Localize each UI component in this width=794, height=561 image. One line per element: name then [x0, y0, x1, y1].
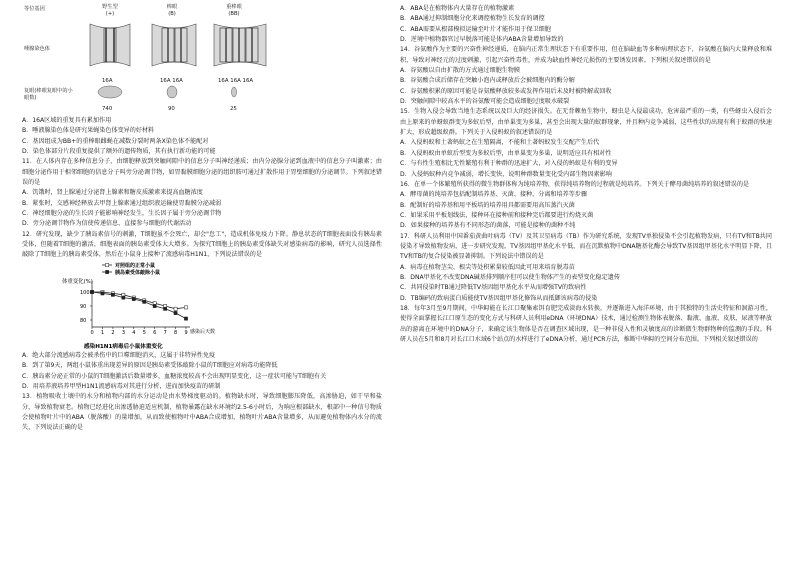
data-point	[143, 300, 146, 303]
chart-legend	[102, 262, 160, 276]
data-point	[153, 304, 156, 307]
chart-series	[90, 290, 187, 321]
region-label-wild: 16A	[102, 78, 113, 84]
left-option-10b: B．唾液腺染色体是研究果蝇染色体变异的好材料	[22, 127, 155, 135]
x-tick-label: 5	[142, 329, 146, 336]
left-option-11d: D．旁分泌调节物作为信使传递信息，直接参与细胞的代谢活动	[22, 220, 192, 228]
legend-marker	[106, 270, 109, 273]
x-tick-label: 4	[132, 329, 136, 336]
data-point	[122, 296, 125, 299]
question-14: 14．谷氨酸作为主要的兴奋性神经递质，在脑内正常生理状态下有重要作用，但在脑缺血等多种病理状态下，谷氨酸在脑内大量释放和堆积，导致对神经元的过度刺激，引起兴奋性毒性，并成为缺血性神经元损伤的主要诱发因素。下列相关叙述错误的是	[400, 46, 772, 64]
legend-label: 胰岛素受体敲除小鼠	[115, 269, 161, 276]
right-option-15d: D．入侵蚂蚁种内竞争减弱，增长变快，说明种群数量变化受内部生物因素影响	[400, 170, 612, 178]
left-option-12a: A．绝大部分流感病毒会被杀伤中的巨噬细胞消灭，这属于非特异性免疫	[22, 351, 216, 359]
right-option-15b: B．入侵蚂蚁由单蚁后型变为多蚁后型，由单巢变为多巢，说明适应具有相对性	[400, 149, 612, 157]
region-label-double-bar: 16A 16A 16A	[218, 78, 254, 84]
double-bar-chromosome	[214, 24, 266, 66]
wild-eye-icon	[98, 86, 122, 98]
data-point	[174, 311, 177, 314]
data-point	[164, 307, 167, 310]
right-option-16a: A．酵母菌的纯培养包括配制培养基、灭菌、接种、分离和培养等步骤	[400, 191, 587, 199]
data-point	[184, 317, 187, 320]
left-option-12c: C．胰岛素分泌正常的小鼠的T细胞激活后数量增多，血糖浓度较高不会出现明显变化，这一症状可能与T细胞有关	[22, 372, 327, 380]
left-option-11a: A．饥饿时，肾上腺通过分泌肾上腺素和糖皮质激素来提高血糖浓度	[22, 189, 203, 197]
chromosome-bands-graphic	[82, 18, 272, 74]
question-17: 17．科研人员利用中国番茄黄曲叶病毒（TV）及其卫星病毒（TB）作为研究系统，发现TV单独侵染不会引起植物发病，只有TV和TB共同侵染才导致植物发病，进一步研究发现，TV基因组甲基化水平低，而在沉默植物中DNA糖基化酶会导致TV基因组甲基化水平明显下降，且TV和TB的复合侵染被显著抑制。下列说法中错误的是	[400, 232, 772, 261]
right-option-14c: C．谷氨酸积累的原因可能是谷氨酸释放较多或发挥作用后未及时被降解或回收	[400, 87, 612, 95]
bar-eye-figure	[22, 4, 382, 116]
left-option-12b: B．到了第9天，两组小鼠体重出现差异的原因是胰岛素受体敲除小鼠的T细胞应对病毒功能降低	[22, 362, 278, 370]
right-option-16c: C．如果采用平板划线法，接种环在接种前和接种完后都要进行灼烧灭菌	[400, 211, 594, 219]
data-point	[111, 293, 114, 296]
right-option-13b: B．ABA通过抑制细胞分化来调控植物生长发育的调控	[400, 15, 545, 23]
col-header-double-bar: 重棒眼 (BB)	[226, 4, 242, 17]
col-header-wild: 野生型 (+)	[102, 4, 118, 17]
y-tick-label: 90	[80, 303, 87, 310]
legend-label: 对照组的正常小鼠	[115, 262, 156, 269]
legend-marker	[106, 263, 109, 266]
left-option-10c: C．基因组成为BB+的重棒眼雌蝇在减数分裂时两条X染色体不能配对	[22, 137, 209, 145]
x-tick-label: 0	[90, 329, 94, 336]
question-12: 12．研究发现，缺少了胰岛素信号的刺激，T细胞虽不会死亡，却会"怠工"，造成机体免疫力下降。静息状态的T细胞表面没有胰岛素受体，但随着T细胞的激活，细胞表面的胰岛素受体大大增多。为探究T细胞上的胰岛素受体缺失对感染病毒的影响，研究人员选择性敲除了T细胞上的胰岛素受体，然后在小鼠身上接种了流感病毒H1N1，下列说法错误的是	[22, 230, 382, 259]
x-tick-label: 2	[111, 329, 115, 336]
right-option-17d: D．TB编码的致病蛋白质能使TV基因组甲基化修饰从而抵御该病毒的侵染	[400, 294, 598, 302]
weight-change-chart	[62, 261, 242, 351]
question-13: 13．植物吸收土壤中的水分和植物内部的水分运动是由水势梯度驱动的。植物缺水时，导致细胞膨压降低，高渗胁迫，如干旱和盐分，导致植物衰老。植物已经进化出渗透胁迫适应机制，植物暴露在缺水环境约2.5-6小时后，为响应根部缺水，根部中一种信号物质会使植物叶片中的ABA（脱落酸）的量增加，从而致使植物叶中ABA合成增加，植物叶片ABA含量增多，从而避免植物体内水分的流失，下列说法正确的是	[22, 393, 382, 432]
chart-caption: 感染H1N1病毒后小鼠体重变化	[84, 343, 163, 350]
data-point	[132, 297, 135, 300]
right-option-13c: C．ABA需要从根部模拟运输至叶片才能作用于保卫细胞	[400, 25, 551, 33]
bar-eye-icon	[167, 86, 177, 98]
right-option-14b: B．谷氨酸合成后储存在突触小泡内或释放后会被细胞内的酶分解	[400, 77, 575, 85]
count-double-bar: 25	[230, 106, 237, 112]
right-option-16b: B．配制好的培养基和用平板培的培养用具都需要用高压蒸汽灭菌	[400, 201, 575, 209]
right-option-14a: A．谷氨酸以自由扩散的方式通过细胞生物膜	[400, 67, 520, 75]
question-11: 11．在人体内存在多种信息分子，由细胞释放到突触间隙中的信息分子叫神经递质；由内分泌腺分泌到血液中的信息分子叫激素；由细胞分泌作用于相邻细胞的信息分子叫旁分泌调节物，如胃黏膜细胞分泌的组织胺可通过扩散作用于胃壁细胞的分泌调节。下列叙述错误的是	[22, 158, 382, 187]
row-label-chromosome: 唾腺染色体	[24, 46, 50, 52]
data-point	[90, 290, 93, 293]
right-option-15a: A．入侵蚂蚁和土著蚂蚁之在生殖隔离，不能和土著蚂蚁发生交配产生后代	[400, 139, 600, 147]
x-tick-label: 9	[184, 329, 188, 336]
x-tick-label: 1	[100, 329, 105, 336]
chart-ylabel: 体重变化(%)	[62, 278, 93, 285]
left-option-11b: B．紧张时，交感神经释放去甲肾上腺素通过组织液运输使胃黏膜分泌减弱	[22, 199, 222, 207]
right-option-17a: A．病毒在植物茎尖、根尖等处积累量较低因此可用来培育脱毒苗	[400, 263, 575, 271]
wild-chromosome	[90, 24, 130, 66]
row-label-allele: 等位基因	[24, 6, 45, 12]
weight-chart-svg	[62, 261, 242, 351]
count-wild: 740	[102, 106, 113, 112]
data-point	[184, 306, 187, 309]
count-bar: 90	[168, 106, 175, 112]
data-point	[101, 292, 104, 295]
double-bar-eye-icon	[232, 87, 237, 97]
right-option-13d: D．逆境中植物器官过早脱落可能是体内ABA含量增加导致的	[400, 36, 564, 44]
question-16: 16．在单一个体繁殖所获得的微生物群体称为纯培养物，获得纯培养物的过程就是纯培养。下列关于酵母菌纯培养的叙述错误的是	[400, 180, 750, 188]
bar-chromosome	[152, 24, 196, 66]
region-label-bar: 16A 16A	[160, 78, 183, 84]
right-option-15c: C．与有性生殖相比无性繁殖有利于种群的迅速扩大，对入侵的蚂蚁是有利的变异	[400, 160, 618, 168]
x-tick-label: 6	[153, 329, 157, 336]
right-option-17c: C．共同侵染时TB通过降低TV基因组甲基化水平从而增强TV的致病性	[400, 284, 587, 292]
right-option-13a: A．ABA是在植物体内大量存在的植物激素	[400, 5, 515, 12]
left-option-10d: D．染色体部分片段重复提供了额外的遗传物质，其有执行新功能的可能	[22, 148, 216, 156]
col-header-bar: 棒眼 (B)	[166, 4, 178, 17]
left-option-11c: C．神经细胞分泌的生长因子能影响神经发生，生长因子属于旁分泌调节物	[22, 210, 222, 218]
series-line	[92, 292, 186, 319]
y-tick-label: 100	[80, 289, 90, 296]
chart-day-label: 感染后天数	[190, 328, 216, 335]
x-tick-label: 3	[121, 329, 126, 336]
x-tick-label: 7	[163, 329, 167, 336]
question-18: 18．每年3月至9月期间，中华鲟能在长江口聚集索饵育肥完成淡海水转换，并逐渐进入海洋环境，由于其独特的生活史特征和洄游习性，使得全面掌握长江口原生态的变化方式与科研人员利用eDNA（环境DNA）技术，通过检测生物体表脱落、黏液、血液、皮肤、尿液等释放出的游离在环境中的DNA分子，来确定该生物体是否在调查区域出现，是一种非侵入性和灵敏度高的诊断微生物群物种的监测的手段。科研人员在5月和8月对长江口水域6个站点的水样进行了eDNA分析，通过PCR方法，推断中华鲟的空间分布范围。下列相关叙述错误的	[400, 304, 772, 343]
y-tick-label: 80	[80, 317, 87, 324]
question-15: 15．生物入侵会导致当地生态系统以及巨大的经济损失。在无背棘鱼生物中，蚜虫是入侵最成功，危害最严重的一类，有些蚜虫入侵后会由上原来的单蚜蚁群变为多蚁后型，由单巢变为多巢，甚至会出现大量的蚁群现象，并且种内竞争减弱，这些性状的出现有利于蚁群的快速扩大，形成超级蚁群。下列关于入侵蚂蚁的叙述错误的是	[400, 108, 772, 137]
left-column	[22, 0, 382, 434]
data-point	[174, 307, 177, 310]
right-option-17b: B．DNA甲基化不改变DNA碱基排列顺序但可以使生物体产生的表型变化稳定遗传	[400, 273, 620, 281]
row-label-ommatidia: 复眼(棒眼复眼中的小眼数)	[24, 88, 73, 101]
left-option-12d: D．用培养液培养甲型H1N1流感病毒对其进行分析，进而加快疫苗的研制	[22, 382, 221, 390]
eye-shapes-graphic	[88, 84, 278, 100]
x-tick-label: 8	[174, 329, 178, 336]
right-option-14d: D．突触间隙中较高水平的谷氨酸可能会造成细胞过度吸水破裂	[400, 98, 570, 106]
right-column	[400, 4, 772, 345]
right-option-16d: D．如果接种的培养基有不同形态的菌落，可能是接种的菌种不纯	[400, 222, 576, 230]
left-option-10a: A．16A区域的重复具有累加作用	[22, 117, 112, 124]
